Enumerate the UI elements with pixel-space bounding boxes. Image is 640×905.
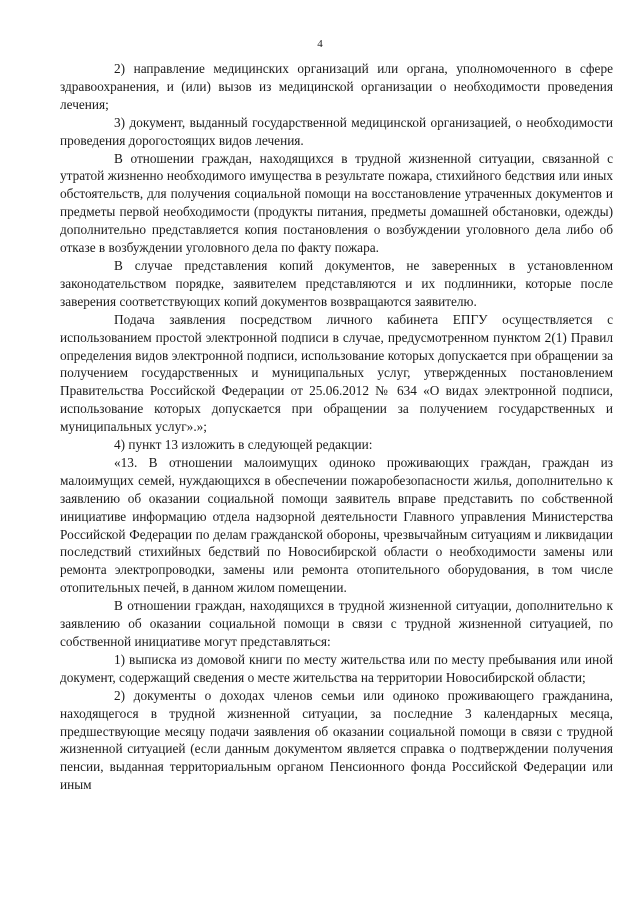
paragraph: 2) документы о доходах членов семьи или одиноко проживающего гражданина, находящегося в трудной жизненной ситуации, за последние 3 календарных месяца, предшествующие месяцу подачи заявления об оказании социальной помощи в связи с трудной жизненной ситуацией (если данным документом является справка о подтверждении получения пенсии, выданная территориальным органом Пенсионного фонда Российской Федерации или иным [60,687,613,793]
document-body [60,60,613,794]
paragraph: 2) направление медицинских организаций или органа, уполномоченного в сфере здравоохранения, и (или) вызов из медицинской организации о необходимости проведения лечения; [60,61,613,112]
paragraph: В отношении граждан, находящихся в трудной жизненной ситуации, связанной с утратой жизненно необходимого имущества в результате пожара, стихийного бедствия или иных обстоятельств, для получения социальной помощи на восстановление утраченных документов и предметы первой необходимости (продукты питания, предметы домашней обстановки, одежды) дополнительно представляется копия постановления о возбуждении уголовного дела либо об отказе в возбуждении уголовного дела по факту пожара. [60,150,613,256]
paragraph: 3) документ, выданный государственной медицинской организацией, о необходимости проведения дорогостоящих видов лечения. [60,114,613,148]
paragraph: В случае представления копий документов, не заверенных в установленном законодательством порядке, заявителем представляются и их подлинники, которые после заверения соответствующих копий документов возвращаются заявителю. [60,257,613,309]
page-number: 4 [317,38,323,50]
paragraph: 4) пункт 13 изложить в следующей редакции: [114,437,373,453]
paragraph: Подача заявления посредством личного кабинета ЕПГУ осуществляется с использованием простой электронной подписи в случае, предусмотренном пунктом 2(1) Правил определения видов электронной подписи, использование которых допускается при обращении за получением государственных и муниципальных услуг, утвержденных постановлением Правительства Российской Федерации от 25.06.2012 № 634 «О видах электронной подписи, использование которых допускается при обращении за получением государственных и муниципальных услуг».»; [60,311,613,435]
paragraph: «13. В отношении малоимущих одиноко проживающих граждан, граждан из малоимущих семей, нуждающихся в обеспечении пожаробезопасности жилья, дополнительно к заявлению об оказании социальной помощи заявитель вправе представить по собственной инициативе информацию отдела надзорной деятельности Главного управления Министерства Российской Федерации по делам гражданской обороны, чрезвычайным ситуациям и ликвидации последствий стихийных бедствий по Новосибирской области о необходимости замены или ремонта электропроводки, замены или ремонта отопительного оборудования, в том числе отопительных печей, в данном жилом помещении. [60,454,613,596]
paragraph: 1) выписка из домовой книги по месту жительства или по месту пребывания или иной документ, содержащий сведения о месте жительства на территории Новосибирской области; [60,651,613,685]
paragraph: В отношении граждан, находящихся в трудной жизненной ситуации, дополнительно к заявлению об оказании социальной помощи в связи с трудной жизненной ситуацией, по собственной инициативе могут представляться: [60,598,613,649]
